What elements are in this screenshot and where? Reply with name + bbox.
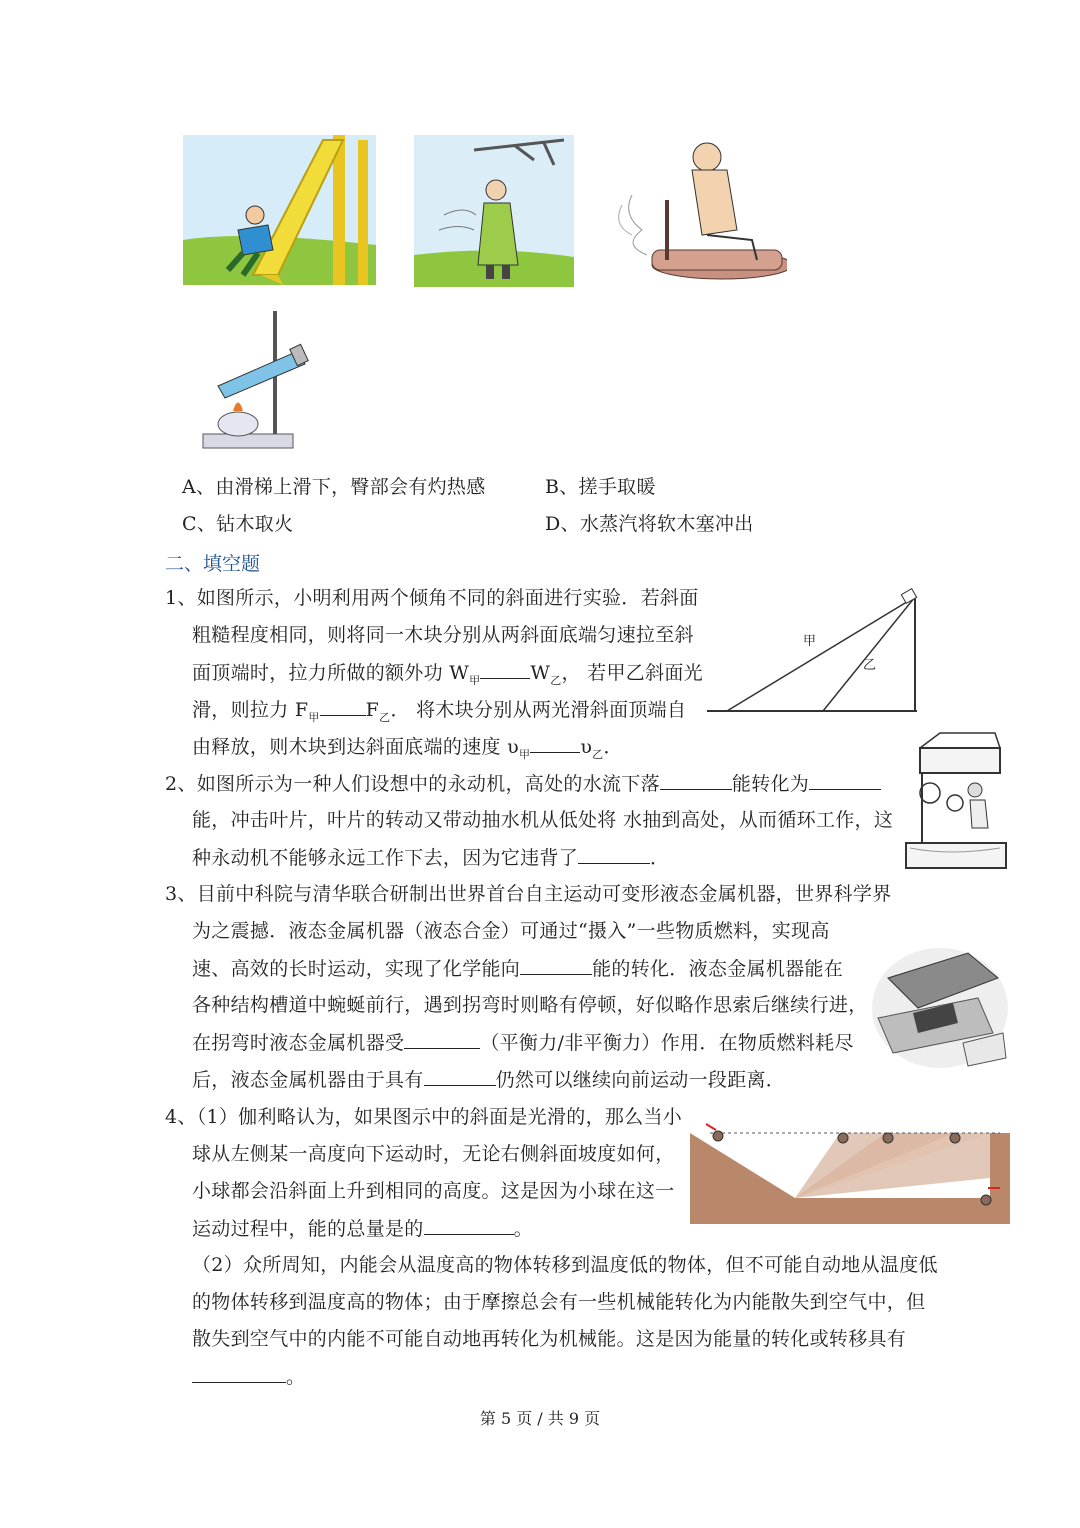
q3-line-3 [192,956,843,981]
option-c: C、钻木取火 [182,513,294,535]
answer-blank[interactable] [660,771,732,790]
q3-line-6 [192,1067,785,1092]
q2-line-3 [192,845,669,870]
q3-text: 在拐弯时液态金属机器受 [192,1032,405,1054]
page-footer: 第 5 页 / 共 9 页 [479,1409,601,1428]
q4-part2-line-2: 的物体转移到温度高的物体；由于摩擦总会有一些机械能转化为内能散失到空气中，但 [192,1291,926,1313]
q4-line-4 [192,1216,533,1241]
answer-blank[interactable] [809,771,881,790]
answer-blank[interactable] [530,734,580,753]
q1-line-3 [192,660,703,693]
answer-blank[interactable] [480,660,530,679]
answer-blank[interactable] [520,956,592,975]
q3-line-5 [192,1030,854,1055]
q4-text: 。 [286,1366,306,1388]
q2-line-1 [165,771,881,796]
q4-line-2: 球从左侧某一高度向下运动时，无论右侧斜面坡度如何， [192,1143,675,1165]
q4-part2-line-3: 散失到空气中的内能不可能自动地再转化为机械能。这是因为能量的转化或转移具有 [192,1328,907,1350]
rubbing-hands-picture [414,135,574,287]
subscript: 乙 [550,673,562,687]
q2-line-2: 能，冲击叶片，叶片的转动又带动抽水机从低处将 水抽到高处，从而循环工作，这 [192,809,894,831]
q4-line-1: 4、（1）伽利略认为，如果图示中的斜面是光滑的，那么当小 [165,1106,683,1128]
q3-text: 后，液态金属机器由于具有 [192,1069,424,1091]
q3-line-4: 各种结构槽道中蜿蜒前行，遇到拐弯时则略有停顿，好似略作思索后继续行进， [192,994,868,1016]
answer-blank[interactable] [192,1364,286,1383]
answer-blank[interactable] [424,1216,514,1235]
test-tube-picture [193,306,311,461]
q2-text: 种永动机不能够永远工作下去，因为它违背了 [192,847,579,869]
q1-text: ． 将木块分别从两光滑斜面顶端自 [390,699,687,721]
option-a: A、由滑梯上滑下，臀部会有灼热感 [182,476,486,498]
q1-line-1: 1、如图所示，小明利用两个倾角不同的斜面进行实验．若斜面 [165,587,699,609]
q1-text: ， 若甲乙斜面光 [561,662,703,684]
option-d: D、水蒸汽将软木塞冲出 [545,513,754,535]
q3-text: 能的转化．液态金属机器能在 [592,958,844,980]
perpetual-motion-picture [900,728,1012,874]
q1-text: υ [580,736,593,758]
subscript: 甲 [469,673,481,687]
q3-text: 速、高效的长时运动，实现了化学能向 [192,958,521,980]
slide-picture [183,135,376,285]
subscript: 乙 [592,747,604,761]
q1-text: F [365,699,380,721]
q4-text: 。 [513,1218,533,1240]
q1-line-2: 粗糙程度相同，则将同一木块分别从两斜面底端匀速拉至斜 [192,624,694,646]
answer-blank[interactable] [320,697,366,716]
q2-text: 2、如图所示为一种人们设想中的永动机，高处的水流下落 [165,773,660,795]
q4-text: 运动过程中，能的总量是的 [192,1218,424,1240]
q1-line-5 [192,734,623,767]
q1-text: 滑，则拉力 F [192,699,309,721]
q1-text: 面顶端时，拉力所做的额外功 W [192,662,470,684]
q3-text: 仍然可以继续向前运动一段距离． [495,1069,786,1091]
subscript: 乙 [379,710,391,724]
incline-label-yi: 乙 [863,658,877,673]
q3-text: （平衡力/非平衡力）作用．在物质燃料耗尽 [480,1032,854,1054]
subscript: 甲 [308,710,320,724]
q1-line-4 [192,697,686,730]
liquid-metal-picture [868,938,1013,1073]
incline-label-jia: 甲 [803,634,817,649]
q1-text: 由释放，则木块到达斜面底端的速度 υ [192,736,519,758]
q4-part2-line-4 [192,1364,305,1389]
answer-blank[interactable] [578,845,650,864]
q3-line-1: 3、目前中科院与清华联合研制出世界首台自主运动可变形液态金属机器，世界科学界 [165,883,892,905]
q4-part2-line-1: （2）众所周知，内能会从温度高的物体转移到温度低的物体，但不可能自动地从温度低 [192,1254,938,1276]
q1-text: ． [603,736,623,758]
drilling-fire-picture [612,135,787,287]
incline-diagram [705,585,920,715]
q2-text: 能转化为 [731,773,810,795]
q2-text: ． [650,847,670,869]
answer-blank[interactable] [424,1067,496,1086]
section-title: 二、填空题 [165,553,261,575]
q3-line-2: 为之震撼．液态金属机器（液态合金）可通过“摄入”一些物质燃料，实现高 [192,920,830,942]
q4-line-3: 小球都会沿斜面上升到相同的高度。这是因为小球在这一 [192,1180,675,1202]
subscript: 甲 [519,747,531,761]
answer-blank[interactable] [404,1030,480,1049]
option-b: B、搓手取暖 [545,476,656,498]
q1-text: W [530,662,551,684]
galileo-ramp-diagram [690,1118,1010,1224]
